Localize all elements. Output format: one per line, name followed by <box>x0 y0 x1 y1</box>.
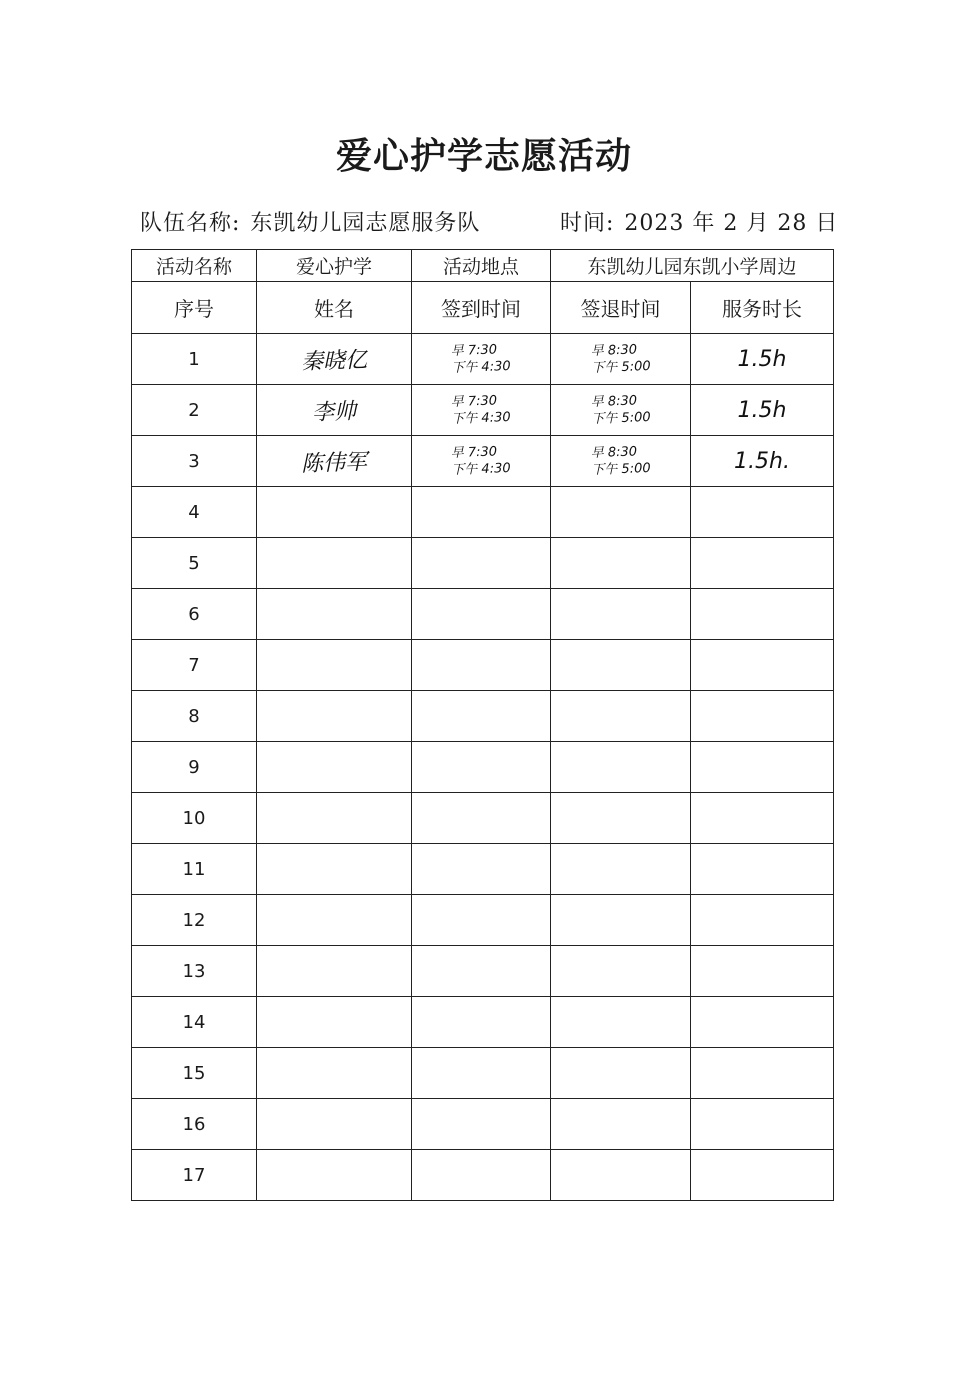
sign-in-cell <box>412 844 551 895</box>
sign-out-cell <box>551 691 691 742</box>
table-row <box>132 334 834 385</box>
signature-name: 李帅 <box>311 398 357 426</box>
row-number: 15 <box>132 1048 257 1099</box>
sign-out-cell <box>551 436 691 487</box>
sign-in-cell <box>412 793 551 844</box>
row-number: 16 <box>132 1099 257 1150</box>
sign-out-cell <box>551 1150 691 1201</box>
sign-out-times <box>590 443 650 479</box>
row-number: 5 <box>132 538 257 589</box>
table-row <box>132 946 834 997</box>
row-number: 2 <box>132 385 257 436</box>
duration-cell <box>691 1150 834 1201</box>
table-row <box>132 997 834 1048</box>
table-row <box>132 793 834 844</box>
name-cell <box>257 1048 412 1099</box>
duration-cell <box>691 640 834 691</box>
header-sign-in: 签到时间 <box>412 282 551 334</box>
table-row <box>132 742 834 793</box>
sign-out-cell <box>551 385 691 436</box>
header-no: 序号 <box>132 282 257 334</box>
name-cell <box>257 844 412 895</box>
duration-cell <box>691 997 834 1048</box>
team-label: 队伍名称: <box>140 211 241 236</box>
name-cell <box>257 436 412 487</box>
sign-out-cell <box>551 538 691 589</box>
name-cell <box>257 895 412 946</box>
sign-in-afternoon: 下午 4:30 <box>451 409 512 428</box>
name-cell <box>257 997 412 1048</box>
duration-cell <box>691 946 834 997</box>
activity-info-row <box>132 250 834 282</box>
duration-value: 1.5h <box>737 346 787 372</box>
sign-in-times <box>451 443 511 479</box>
table-row <box>132 1099 834 1150</box>
sign-in-cell <box>412 1150 551 1201</box>
row-number: 6 <box>132 589 257 640</box>
sign-out-afternoon: 下午 5:00 <box>590 460 651 479</box>
name-cell <box>257 1150 412 1201</box>
header-sign-out: 签退时间 <box>551 282 691 334</box>
duration-cell <box>691 487 834 538</box>
sign-out-morning: 早 8:30 <box>590 342 638 360</box>
sign-in-times <box>451 392 511 428</box>
date-info <box>560 206 838 237</box>
name-cell <box>257 487 412 538</box>
sign-in-times <box>451 341 511 377</box>
sign-in-cell <box>412 334 551 385</box>
duration-cell <box>691 589 834 640</box>
name-cell <box>257 691 412 742</box>
sign-in-morning: 早 7:30 <box>450 342 498 360</box>
sign-out-afternoon: 下午 5:00 <box>590 358 651 377</box>
table-row <box>132 640 834 691</box>
row-number: 3 <box>132 436 257 487</box>
row-number: 9 <box>132 742 257 793</box>
sign-out-cell <box>551 1099 691 1150</box>
header-duration: 服务时长 <box>691 282 834 334</box>
table-row <box>132 691 834 742</box>
table-row <box>132 1048 834 1099</box>
row-number: 7 <box>132 640 257 691</box>
location-label: 活动地点 <box>412 250 551 282</box>
sign-in-cell <box>412 589 551 640</box>
sign-out-cell <box>551 895 691 946</box>
table-row <box>132 538 834 589</box>
sign-in-cell <box>412 691 551 742</box>
sign-out-cell <box>551 589 691 640</box>
sign-out-cell <box>551 1048 691 1099</box>
signature-name: 陈伟军 <box>300 449 368 477</box>
table-row <box>132 487 834 538</box>
sign-in-cell <box>412 742 551 793</box>
team-name: 东凯幼儿园志愿服务队 <box>250 211 481 236</box>
table-row <box>132 844 834 895</box>
sign-in-cell <box>412 1099 551 1150</box>
sign-out-times <box>590 341 650 377</box>
table-row <box>132 895 834 946</box>
team-info <box>140 206 480 237</box>
sign-in-cell <box>412 1048 551 1099</box>
location-value: 东凯幼儿园东凯小学周边 <box>551 250 834 282</box>
row-number: 13 <box>132 946 257 997</box>
row-number: 4 <box>132 487 257 538</box>
duration-cell <box>691 1048 834 1099</box>
name-cell <box>257 742 412 793</box>
header-row <box>132 282 834 334</box>
sign-in-cell <box>412 946 551 997</box>
name-cell <box>257 589 412 640</box>
table-row <box>132 589 834 640</box>
name-cell <box>257 946 412 997</box>
sign-in-morning: 早 7:30 <box>450 444 498 462</box>
duration-cell <box>691 793 834 844</box>
sign-out-cell <box>551 487 691 538</box>
row-number: 10 <box>132 793 257 844</box>
sign-in-cell <box>412 487 551 538</box>
sign-out-cell <box>551 793 691 844</box>
row-number: 1 <box>132 334 257 385</box>
sign-out-morning: 早 8:30 <box>590 444 638 462</box>
sign-in-morning: 早 7:30 <box>450 393 498 411</box>
sign-in-table <box>131 249 834 1201</box>
sign-out-cell <box>551 640 691 691</box>
activity-name-label: 活动名称 <box>132 250 257 282</box>
sign-out-cell <box>551 334 691 385</box>
sign-out-morning: 早 8:30 <box>590 393 638 411</box>
sign-out-times <box>590 392 650 428</box>
duration-cell <box>691 1099 834 1150</box>
signature-name: 秦晓亿 <box>300 347 368 375</box>
sign-in-cell <box>412 436 551 487</box>
name-cell <box>257 640 412 691</box>
row-number: 17 <box>132 1150 257 1201</box>
sign-in-cell <box>412 895 551 946</box>
date-value: 2023 年 2 月 28 日 <box>624 211 839 236</box>
table-row <box>132 385 834 436</box>
row-number: 12 <box>132 895 257 946</box>
sign-in-cell <box>412 538 551 589</box>
row-number: 14 <box>132 997 257 1048</box>
duration-cell <box>691 436 834 487</box>
table-row <box>132 1150 834 1201</box>
sign-in-cell <box>412 997 551 1048</box>
activity-name-value: 爱心护学 <box>257 250 412 282</box>
sign-out-cell <box>551 742 691 793</box>
duration-value: 1.5h. <box>734 448 790 474</box>
time-label: 时间: <box>560 211 615 236</box>
sign-in-cell <box>412 640 551 691</box>
duration-cell <box>691 334 834 385</box>
sign-in-afternoon: 下午 4:30 <box>451 358 512 377</box>
name-cell <box>257 385 412 436</box>
header-name: 姓名 <box>257 282 412 334</box>
sign-in-afternoon: 下午 4:30 <box>451 460 512 479</box>
sign-out-cell <box>551 844 691 895</box>
row-number: 8 <box>132 691 257 742</box>
duration-cell <box>691 742 834 793</box>
name-cell <box>257 538 412 589</box>
name-cell <box>257 1099 412 1150</box>
sign-in-cell <box>412 385 551 436</box>
sign-out-afternoon: 下午 5:00 <box>590 409 651 428</box>
duration-cell <box>691 385 834 436</box>
table-row <box>132 436 834 487</box>
duration-cell <box>691 691 834 742</box>
duration-cell <box>691 538 834 589</box>
duration-value: 1.5h <box>737 397 787 423</box>
sign-out-cell <box>551 946 691 997</box>
row-number: 11 <box>132 844 257 895</box>
name-cell <box>257 793 412 844</box>
sign-out-cell <box>551 997 691 1048</box>
duration-cell <box>691 895 834 946</box>
name-cell <box>257 334 412 385</box>
page-title: 爱心护学志愿活动 <box>335 136 632 177</box>
duration-cell <box>691 844 834 895</box>
